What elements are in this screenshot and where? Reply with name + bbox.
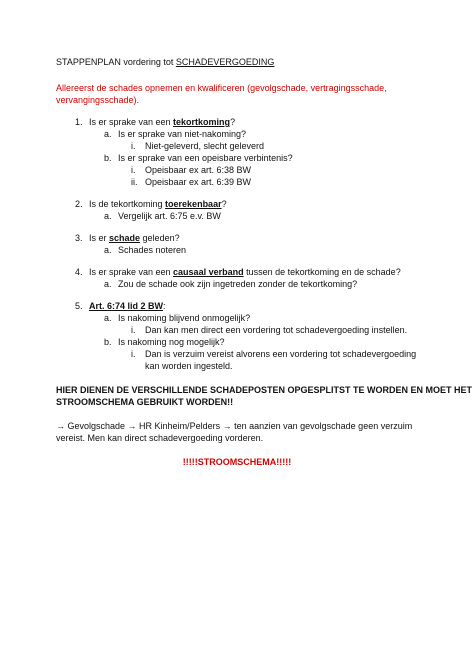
gevolgschade-text: ten aanzien van gevolgschade geen verzuim xyxy=(231,421,413,431)
step-2-keyword: toerekenbaar xyxy=(165,199,222,209)
step-3-text: Is er xyxy=(89,233,110,243)
step-1-b-ii xyxy=(131,176,251,188)
step-1-keyword: tekortkoming xyxy=(173,117,231,127)
step-2-suffix: ? xyxy=(221,199,227,209)
intro-line-2: vervangingsschade). xyxy=(56,95,140,105)
step-5-b-letter: b. xyxy=(104,337,112,347)
step-3-a-text: Schades noteren xyxy=(118,245,187,255)
step-2-a-letter: a. xyxy=(104,211,112,221)
step-5-suffix: : xyxy=(163,301,166,311)
stroomschema-heading: !!!!!STROOMSCHEMA!!!!! xyxy=(182,457,292,467)
step-5-a-i-numeral: i. xyxy=(131,325,136,335)
step-1-suffix: ? xyxy=(230,117,236,127)
step-1-text: Is er sprake van een xyxy=(89,117,174,127)
step-5-b-i-continued: kan worden ingesteld. xyxy=(145,361,233,371)
notice-line-2: STROOMSCHEMA GEBRUIKT WORDEN!! xyxy=(56,397,234,407)
step-5-b xyxy=(104,336,225,348)
document-title xyxy=(56,56,274,68)
step-1-a-letter: a. xyxy=(104,129,112,139)
step-1-b-i-text: Opeisbaar ex art. 6:38 BW xyxy=(145,165,252,175)
step-1-b-letter: b. xyxy=(104,153,112,163)
step-1-a xyxy=(104,128,246,140)
step-5-a-i xyxy=(131,324,407,336)
step-1-b-ii-text: Opeisbaar ex art. 6:39 BW xyxy=(145,177,252,187)
step-5-b-i-text: Dan is verzuim vereist alvorens een vordering tot schadevergoeding xyxy=(145,349,417,359)
step-4 xyxy=(75,266,401,278)
step-1-b-i-numeral: i. xyxy=(131,165,136,175)
step-3-keyword: schade xyxy=(109,233,141,243)
title-prefix: STAPPENPLAN vordering tot xyxy=(56,57,176,67)
step-4-a-text: Zou de schade ook zijn ingetreden zonder de tekortkoming? xyxy=(118,279,358,289)
step-2-a-text: Vergelijk art. 6:75 e.v. BW xyxy=(118,211,221,221)
step-4-a-letter: a. xyxy=(104,279,112,289)
step-5-b-i-numeral: i. xyxy=(131,349,136,359)
step-2-number: 2. xyxy=(75,199,83,209)
step-5-a-letter: a. xyxy=(104,313,112,323)
step-4-keyword: causaal verband xyxy=(173,267,244,277)
step-4-a xyxy=(104,278,357,290)
step-2 xyxy=(75,198,227,210)
step-3-a xyxy=(104,244,186,256)
step-5-b-text: Is nakoming nog mogelijk? xyxy=(118,337,225,347)
arrow-right-icon: → xyxy=(222,421,232,431)
arrow-right-icon: → xyxy=(56,421,65,431)
arrow-right-icon: → xyxy=(127,421,137,431)
step-1-a-text: Is er sprake van niet-nakoming? xyxy=(118,129,247,139)
case-reference: HR Kinheim/Pelders xyxy=(136,421,223,431)
step-2-a xyxy=(104,210,221,222)
step-3-number: 3. xyxy=(75,233,83,243)
step-3 xyxy=(75,232,180,244)
gevolgschade-label: Gevolgschade xyxy=(65,421,128,431)
step-1-a-i xyxy=(131,140,264,152)
step-1-b-text: Is er sprake van een opeisbare verbintenis? xyxy=(118,153,293,163)
step-2-text: Is de tekortkoming xyxy=(89,199,166,209)
step-1-a-i-numeral: i. xyxy=(131,141,136,151)
step-1-number: 1. xyxy=(75,117,83,127)
step-5-keyword: Art. 6:74 lid 2 BW xyxy=(89,301,164,311)
gevolgschade-line-1 xyxy=(56,420,412,432)
step-4-number: 4. xyxy=(75,267,83,277)
step-4-suffix: tussen de tekortkoming en de schade? xyxy=(243,267,401,277)
step-5-a xyxy=(104,312,250,324)
title-emphasis: SCHADEVERGOEDING xyxy=(175,57,275,67)
intro-line-1: Allereerst de schades opnemen en kwalificeren (gevolgschade, vertragingsschade, xyxy=(56,83,387,93)
step-5-number: 5. xyxy=(75,301,83,311)
notice-line-1: HIER DIENEN DE VERSCHILLENDE SCHADEPOSTEN OPGESPLITST TE WORDEN EN MOET HET xyxy=(56,385,473,395)
step-3-a-letter: a. xyxy=(104,245,112,255)
step-5 xyxy=(75,300,166,312)
step-1-b xyxy=(104,152,293,164)
step-1-b-ii-numeral: ii. xyxy=(131,177,138,187)
step-4-text: Is er sprake van een xyxy=(89,267,174,277)
step-1 xyxy=(75,116,235,128)
gevolgschade-line-2: vereist. Men kan direct schadevergoeding vorderen. xyxy=(56,433,264,443)
step-5-a-text: Is nakoming blijvend onmogelijk? xyxy=(118,313,251,323)
step-3-suffix: geleden? xyxy=(140,233,180,243)
step-5-b-i xyxy=(131,348,416,360)
step-5-a-i-text: Dan kan men direct een vordering tot schadevergoeding instellen. xyxy=(145,325,408,335)
step-1-b-i xyxy=(131,164,251,176)
step-1-a-i-text: Niet-geleverd, slecht geleverd xyxy=(145,141,265,151)
